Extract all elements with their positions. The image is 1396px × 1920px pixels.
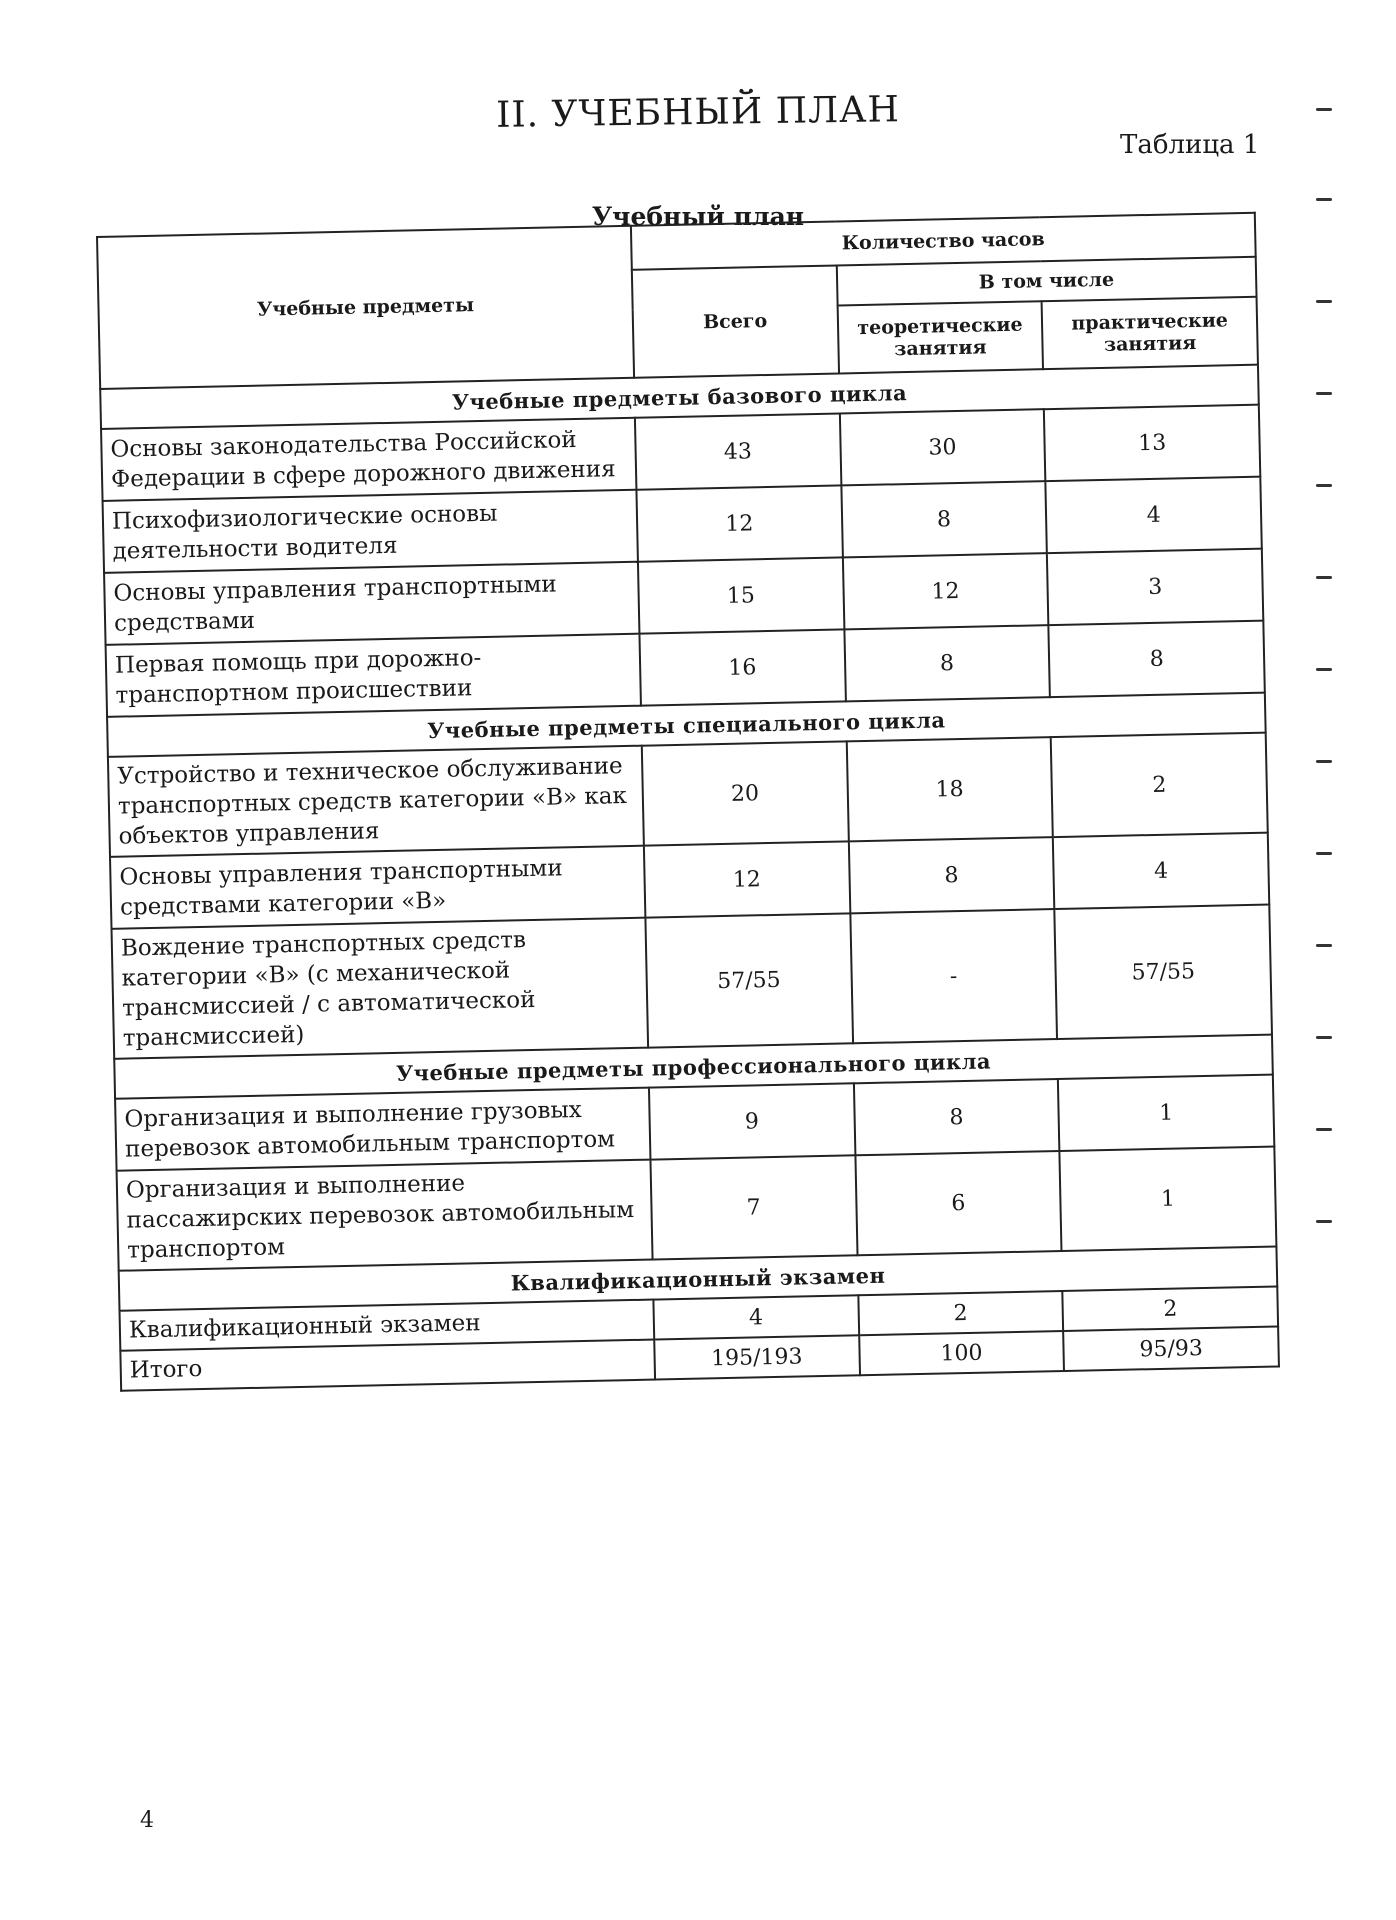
table-number-label: Таблица 1 (1120, 130, 1260, 160)
subject-name: Основы управления транспортными средствами (104, 562, 639, 645)
scan-edge-mark (1316, 484, 1332, 487)
hours-practice: 1 (1060, 1147, 1277, 1251)
subject-name: Организация и выполнение грузовых перевозок автомобильным транспортом (115, 1088, 650, 1171)
hours-theory: 6 (855, 1151, 1062, 1255)
scan-edge-mark (1316, 392, 1332, 395)
subject-name: Устройство и техническое обслуживание транспортных средств категории «В» как объектов управления (108, 746, 644, 857)
page-number: 4 (140, 1808, 154, 1833)
hours-theory: 8 (853, 1079, 1059, 1155)
hours-practice: 13 (1044, 405, 1260, 481)
curriculum-table (96, 212, 1280, 1392)
section-row-professional: Учебные предметы профессионального цикла (114, 1035, 1273, 1099)
header-subjects: Учебные предметы (97, 226, 634, 389)
subject-name: Квалификационный экзамен (120, 1300, 655, 1351)
hours-practice: 1 (1058, 1075, 1274, 1151)
hours-theory: 8 (848, 837, 1054, 913)
section-row-base: Учебные предметы базового цикла (100, 365, 1259, 429)
hours-practice: 3 (1047, 549, 1263, 625)
hours-total: 12 (636, 485, 842, 561)
subject-name: Основы управления транспортными средствами категории «В» (110, 846, 645, 929)
scan-edge-mark (1316, 1036, 1332, 1039)
hours-total: 12 (644, 841, 850, 917)
hours-total: 195/193 (654, 1335, 859, 1379)
hours-practice: 4 (1046, 477, 1262, 553)
scan-edge-mark (1316, 300, 1332, 303)
header-theory: теоретические занятия (837, 301, 1043, 373)
scan-edge-mark (1316, 1128, 1332, 1131)
hours-total: 4 (653, 1295, 858, 1339)
scan-edge-mark (1316, 852, 1332, 855)
scan-edge-mark (1316, 944, 1332, 947)
hours-theory: 2 (858, 1291, 1063, 1335)
subject-name: Психофизиологические основы деятельности водителя (103, 490, 638, 573)
hours-theory: 8 (844, 625, 1050, 701)
hours-practice: 2 (1051, 733, 1268, 837)
subject-name: Итого (120, 1340, 655, 1391)
hours-theory: 8 (841, 481, 1047, 557)
section-row-exam: Квалификационный экзамен (119, 1247, 1278, 1311)
scan-edge-mark (1316, 198, 1332, 201)
section-heading: II. УЧЕБНЫЙ ПЛАН (495, 89, 901, 136)
hours-theory: 30 (839, 409, 1045, 485)
header-total: Всего (632, 266, 839, 378)
hours-total: 9 (649, 1083, 855, 1159)
hours-practice: 4 (1053, 833, 1269, 909)
hours-total: 16 (639, 629, 845, 705)
hours-theory: - (850, 909, 1057, 1043)
table-row (112, 905, 1272, 1059)
hours-practice: 2 (1063, 1286, 1279, 1330)
hours-practice: 8 (1049, 621, 1265, 697)
subject-name: Основы законодательства Российской Федерации в сфере дорожного движения (101, 418, 636, 501)
scan-edge-mark (1316, 1220, 1332, 1223)
header-including: В том числе (836, 257, 1256, 306)
hours-total: 57/55 (645, 913, 852, 1047)
hours-total: 15 (638, 557, 844, 633)
hours-total: 7 (650, 1155, 857, 1259)
header-hours: Количество часов (631, 213, 1256, 270)
hours-theory: 18 (846, 737, 1053, 841)
header-practice: практические занятия (1042, 297, 1258, 369)
scan-edge-mark (1316, 576, 1332, 579)
hours-practice: 95/93 (1063, 1326, 1279, 1370)
hours-practice: 57/55 (1055, 905, 1272, 1039)
curriculum-table-container (96, 212, 1280, 1392)
scan-edge-mark (1316, 668, 1332, 671)
hours-theory: 100 (859, 1331, 1064, 1375)
table-title: Учебный план (591, 202, 805, 231)
scan-edge-mark (1316, 760, 1332, 763)
scan-edge-mark (1316, 108, 1332, 111)
hours-theory: 12 (842, 553, 1048, 629)
hours-total: 43 (635, 413, 841, 489)
subject-name: Организация и выполнение пассажирских перевозок автомобильным транспортом (117, 1160, 653, 1271)
subject-name: Первая помощь при дорожно-транспортном происшествии (106, 634, 641, 717)
hours-total: 20 (642, 741, 849, 845)
section-row-special: Учебные предметы специального цикла (107, 693, 1266, 757)
subject-name: Вождение транспортных средств категории «В» (с механической трансмиссией / с автоматической трансмиссией) (112, 918, 648, 1059)
